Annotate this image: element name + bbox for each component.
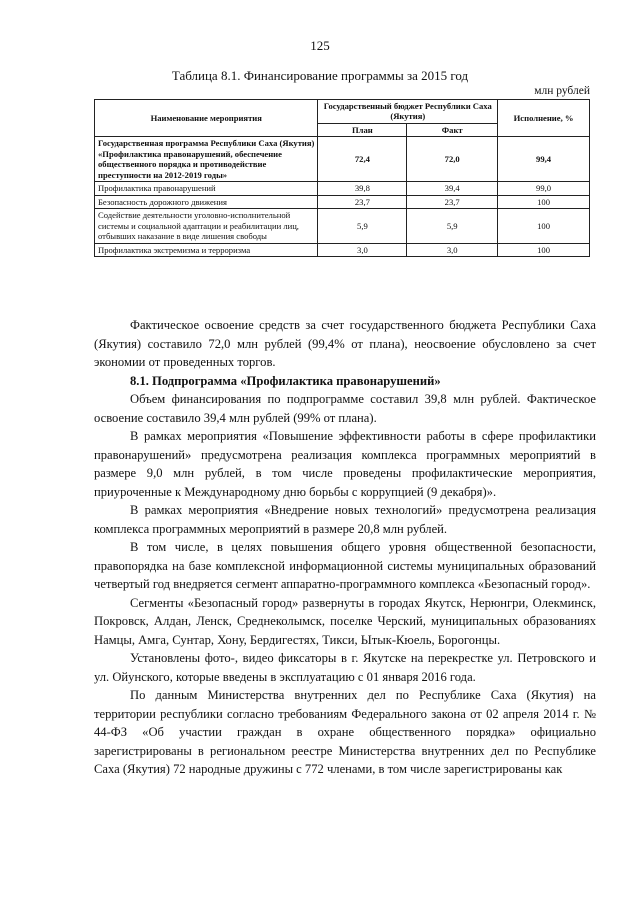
row-name: Профилактика правонарушений — [95, 182, 318, 195]
body-text — [94, 316, 596, 779]
paragraph: Сегменты «Безопасный город» развернуты в городах Якутск, Нерюнгри, Олекминск, Покровск, Алдан, Ленск, Среднеколымск, поселке Черский, муниципальных образованиях Намцы, Амга, Сунтар, Хону, Бердигестях, Тикси, Ытык-Кюель, Борогонцы. — [94, 595, 596, 647]
row-name: Профилактика экстремизма и терроризма — [95, 243, 318, 256]
row-plan: 3,0 — [318, 243, 407, 256]
row-execution: 99,4 — [498, 137, 590, 182]
paragraph: В том числе, в целях повышения общего уровня общественной безопасности, правопорядка на базе комплексной информационной системы муниципальных образований четвертый год внедряется сегмент аппаратно-программного комплекса «Безопасный город». — [94, 540, 596, 591]
row-execution: 100 — [498, 195, 590, 208]
row-plan: 72,4 — [318, 137, 407, 182]
table-caption: Таблица 8.1. Финансирование программы за 2015 год — [171, 68, 469, 83]
table-row — [95, 209, 590, 243]
row-plan: 5,9 — [318, 209, 407, 243]
row-fact: 39,4 — [407, 182, 498, 195]
page-number: 125 — [310, 38, 330, 53]
paragraph: По данным Министерства внутренних дел по Республике Саха (Якутия) на территории республики согласно требованиям Федерального закона от 02 апреля 2014 г. № 44-ФЗ «Об участии граждан в охране общественного порядка» официально зарегистрированы в региональном реестре Министерства внутренних дел по Республике Саха (Якутия) 72 народные дружины с 772 членами, в том числе зарегистрированы как — [94, 688, 596, 776]
table-row — [95, 195, 590, 208]
section-heading: 8.1. Подпрограмма «Профилактика правонарушений» — [130, 373, 441, 388]
row-plan: 39,8 — [318, 182, 407, 195]
table-row — [95, 137, 590, 182]
row-name: Безопасность дорожного движения — [95, 195, 318, 208]
header-name: Наименование мероприятия — [95, 100, 318, 137]
table-header-row — [95, 100, 590, 124]
table-units: млн рублей — [534, 85, 590, 97]
header-budget: Государственный бюджет Республики Саха (Якутия) — [318, 100, 498, 124]
row-name: Государственная программа Республики Саха (Якутия) «Профилактика правонарушений, обеспечение общественного порядка и противодействие преступности на 2012-2019 годы» — [95, 137, 318, 182]
row-fact: 72,0 — [407, 137, 498, 182]
header-fact: Факт — [407, 123, 498, 136]
financing-table — [94, 99, 590, 257]
row-plan: 23,7 — [318, 195, 407, 208]
row-fact: 3,0 — [407, 243, 498, 256]
table-row — [95, 243, 590, 256]
row-fact: 5,9 — [407, 209, 498, 243]
row-execution: 100 — [498, 209, 590, 243]
header-execution: Исполнение, % — [498, 100, 590, 137]
header-plan: План — [318, 123, 407, 136]
table-row — [95, 182, 590, 195]
row-name: Содействие деятельности уголовно-исполнительной системы и социальной адаптации и реабилитации лиц, отбывших наказание в виде лишения свободы — [95, 209, 318, 243]
paragraph: Объем финансирования по подпрограмме составил 39,8 млн рублей. Фактическое освоение составило 39,4 млн рублей (99% от плана). — [94, 392, 596, 425]
paragraph: Установлены фото-, видео фиксаторы в г. Якутске на перекрестке ул. Петровского и ул. Ойунского, которые введены в эксплуатацию с 01 января 2016 года. — [94, 651, 596, 684]
row-execution: 99,0 — [498, 182, 590, 195]
paragraph: Фактическое освоение средств за счет государственного бюджета Республики Саха (Якутия) составило 72,0 млн рублей (99,4% от плана), неосвоение обусловлено за счет экономии от проведенных торгов. — [94, 318, 596, 369]
paragraph: В рамках мероприятия «Повышение эффективности работы в сфере профилактики правонарушений» предусмотрена реализация комплекса программных мероприятий в размере 9,0 млн рублей, в том числе проведены профилактические мероприятия, приуроченные к Международному дню борьбы с коррупцией (9 декабря)». — [94, 429, 596, 499]
row-fact: 23,7 — [407, 195, 498, 208]
paragraph: В рамках мероприятия «Внедрение новых технологий» предусмотрена реализация комплекса программных мероприятий в размере 20,8 млн рублей. — [94, 503, 596, 536]
row-execution: 100 — [498, 243, 590, 256]
